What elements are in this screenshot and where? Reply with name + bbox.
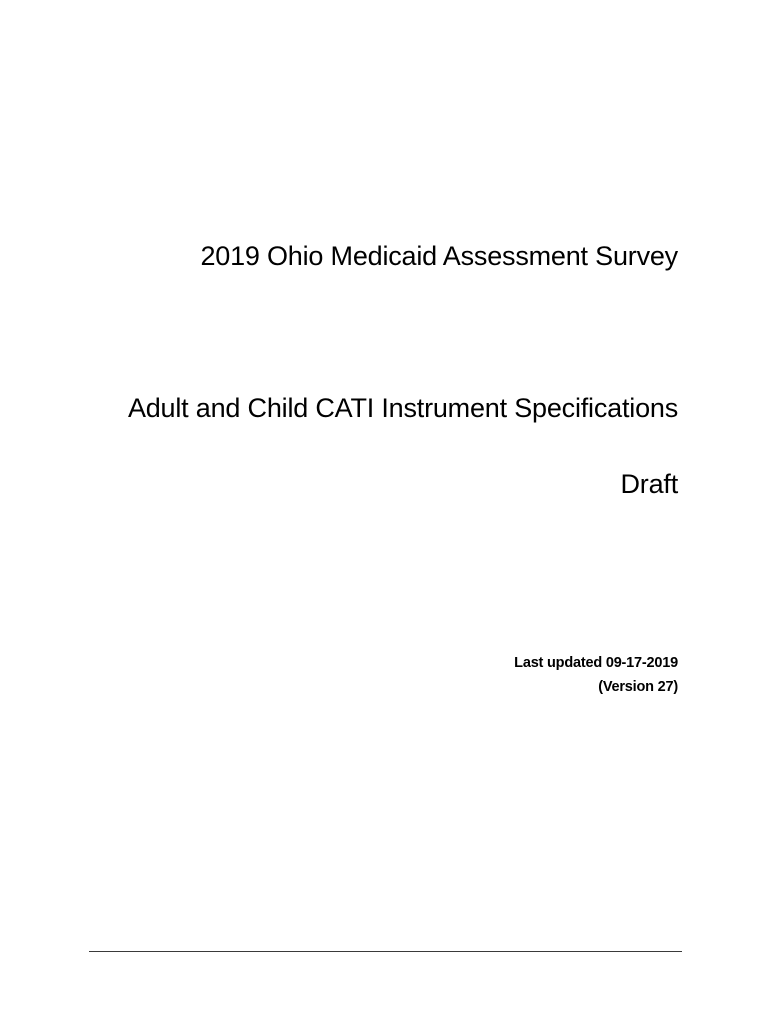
- footer-divider: [89, 951, 682, 952]
- document-subtitle: Adult and Child CATI Instrument Specifications: [127, 393, 678, 423]
- last-updated-date: Last updated 09-17-2019: [514, 655, 678, 671]
- version-label: (Version 27): [598, 679, 678, 695]
- draft-status: Draft: [620, 469, 678, 499]
- document-title: 2019 Ohio Medicaid Assessment Survey: [200, 241, 678, 271]
